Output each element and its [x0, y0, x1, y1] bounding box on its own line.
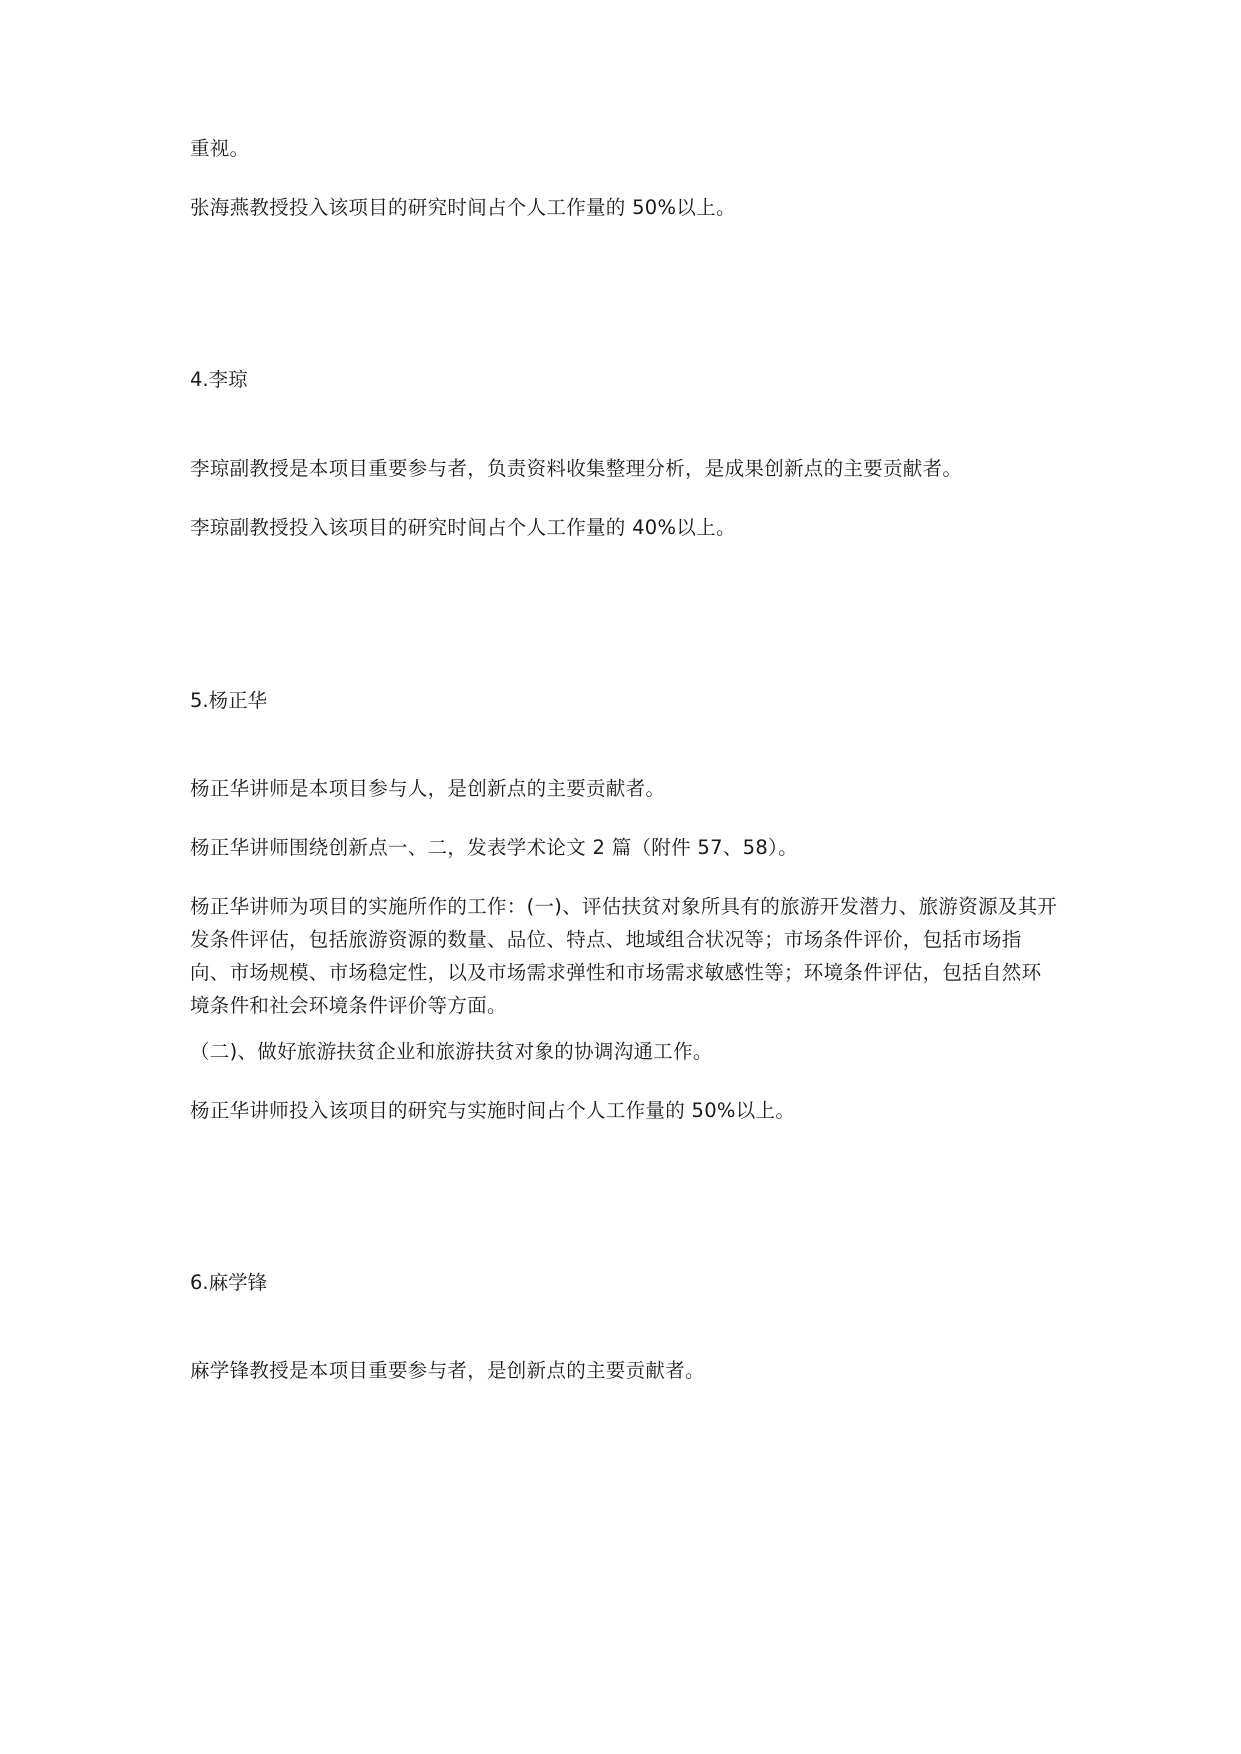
- paragraph-yang-role: 杨正华讲师是本项目参与人，是创新点的主要贡献者。: [190, 777, 666, 800]
- paragraph-continuation: 重视。: [190, 137, 250, 160]
- paragraph-zhang-workload: 张海燕教授投入该项目的研究时间占个人工作量的 50%以上。: [190, 196, 736, 219]
- paragraph-li-workload: 李琼副教授投入该项目的研究时间占个人工作量的 40%以上。: [190, 516, 736, 539]
- paragraph-yang-coordination: （二)、做好旅游扶贫企业和旅游扶贫对象的协调沟通工作。: [190, 1040, 713, 1063]
- section-heading-yang-zhenghua: 5.杨正华: [190, 689, 268, 712]
- paragraph-li-role: 李琼副教授是本项目重要参与者，负责资料收集整理分析，是成果创新点的主要贡献者。: [190, 457, 963, 480]
- paragraph-yang-papers: 杨正华讲师围绕创新点一、二，发表学术论文 2 篇（附件 57、58）。: [190, 836, 798, 859]
- section-heading-ma-xuefeng: 6.麻学锋: [190, 1271, 268, 1294]
- section-heading-li-qiong: 4.李琼: [190, 368, 248, 391]
- paragraph-yang-work: 杨正华讲师为项目的实施所作的工作：(一)、评估扶贫对象所具有的旅游开发潜力、旅游资源及其开发条件评估，包括旅游资源的数量、品位、特点、地域组合状况等；市场条件评价，包括市场指向、市场规模、市场稳定性，以及市场需求弹性和市场需求敏感性等；环境条件评估，包括自然环境条件和社会环境条件评价等方面。: [190, 895, 1058, 1017]
- paragraph-ma-role: 麻学锋教授是本项目重要参与者，是创新点的主要贡献者。: [190, 1359, 705, 1382]
- paragraph-yang-workload: 杨正华讲师投入该项目的研究与实施时间占个人工作量的 50%以上。: [190, 1099, 796, 1122]
